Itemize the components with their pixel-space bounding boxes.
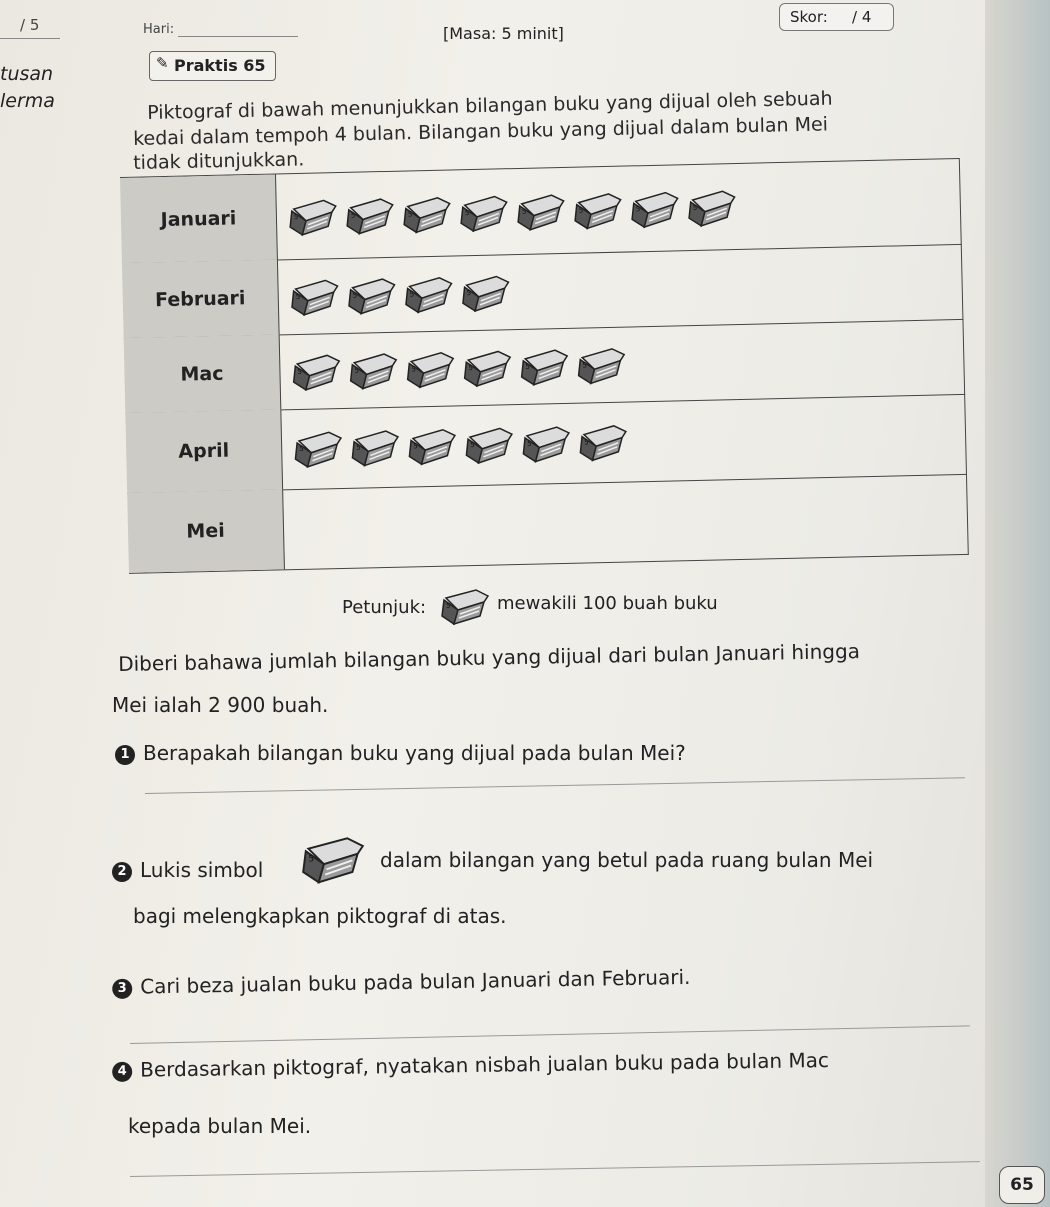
book-icon xyxy=(570,189,625,230)
book-icon xyxy=(401,273,456,314)
book-icon xyxy=(576,421,631,462)
key-text: mewakili 100 buah buku xyxy=(497,593,718,614)
question-text: Berapakah bilangan buku yang dijual pada bulan Mei? xyxy=(143,741,686,765)
question-2-text-c: bagi melengkapkan piktograf di atas. xyxy=(133,904,507,928)
intro-line-1: Piktograf di bawah menunjukkan bilangan buku yang dijual oleh sebuah xyxy=(147,87,833,124)
pictograph-table xyxy=(120,158,969,574)
date-line xyxy=(178,36,298,37)
question-number: 3 xyxy=(112,979,132,999)
key-label: Petunjuk: xyxy=(342,597,427,618)
book-icon xyxy=(574,344,629,385)
book-icon xyxy=(460,347,515,388)
book-icon xyxy=(519,423,574,464)
row-icons[interactable] xyxy=(292,489,294,569)
time-label: [Masa: 5 minit] xyxy=(443,24,564,43)
pencil-icon: ✎ xyxy=(156,54,169,72)
question-text: Cari beza jualan buku pada bulan Januari dan Februari. xyxy=(139,964,691,999)
book-icon xyxy=(287,276,342,317)
question-3 xyxy=(112,965,691,999)
question-text: Lukis simbol xyxy=(140,858,264,882)
margin-word-2: lerma xyxy=(0,90,55,112)
question-text: Berdasarkan piktograf, nyatakan nisbah jualan buku pada bulan Mac xyxy=(139,1047,830,1082)
book-icon xyxy=(517,345,572,386)
question-number: 1 xyxy=(115,745,135,765)
score-box xyxy=(779,3,894,31)
answer-line-1[interactable] xyxy=(145,777,965,794)
intro-line-3: tidak ditunjukkan. xyxy=(133,148,305,174)
book-icon xyxy=(291,428,346,469)
question-number: 2 xyxy=(112,862,132,882)
given-line-2: Mei ialah 2 900 buah. xyxy=(112,693,329,717)
book-icon xyxy=(285,196,340,237)
book-icon xyxy=(405,425,460,466)
answer-line-4[interactable] xyxy=(130,1161,980,1177)
book-icon xyxy=(289,350,344,391)
key-book-icon xyxy=(438,586,492,626)
row-label: Mac xyxy=(124,334,282,413)
row-icons xyxy=(290,402,631,490)
header-rule xyxy=(0,38,60,39)
row-label: Januari xyxy=(120,174,278,263)
row-label: Mei xyxy=(127,489,285,573)
book-icon xyxy=(684,186,739,227)
row-icons xyxy=(285,164,740,259)
question-2 xyxy=(112,858,263,882)
date-label: Hari: xyxy=(143,22,175,37)
book-icon xyxy=(458,272,513,313)
skor-label: Skor: xyxy=(790,8,828,26)
question-2-text-b: dalam bilangan yang betul pada ruang bulan Mei xyxy=(380,848,874,872)
score-left: / 5 xyxy=(20,16,40,34)
question-4-text-b: kepada bulan Mei. xyxy=(128,1114,312,1138)
skor-value: / 4 xyxy=(852,8,872,26)
question-4 xyxy=(112,1048,829,1082)
page-number: 65 xyxy=(999,1166,1045,1204)
book-icon xyxy=(513,190,568,231)
intro-line-2: kedai dalam tempoh 4 bulan. Bilangan buku yang dijual dalam bulan Mei xyxy=(133,113,829,150)
row-label: April xyxy=(125,409,283,493)
given-line-1: Diberi bahawa jumlah bilangan buku yang dijual dari bulan Januari hingga xyxy=(118,639,861,676)
question-1 xyxy=(115,741,686,765)
book-icon xyxy=(298,833,368,885)
book-icon xyxy=(342,194,397,235)
row-label: Februari xyxy=(122,259,280,338)
answer-line-3[interactable] xyxy=(130,1025,970,1044)
question-number: 4 xyxy=(112,1062,132,1082)
book-icon xyxy=(344,274,399,315)
book-icon xyxy=(627,188,682,229)
row-icons xyxy=(287,254,514,334)
row-icons xyxy=(289,327,630,410)
book-icon xyxy=(456,192,511,233)
book-icon xyxy=(399,193,454,234)
margin-word-1: tusan xyxy=(0,63,54,85)
praktis-title: Praktis 65 xyxy=(174,56,266,75)
book-icon xyxy=(403,348,458,389)
book-icon xyxy=(348,427,403,468)
page-edge xyxy=(985,0,1050,1207)
book-icon xyxy=(346,349,401,390)
book-icon xyxy=(462,424,517,465)
praktis-badge xyxy=(149,51,276,81)
